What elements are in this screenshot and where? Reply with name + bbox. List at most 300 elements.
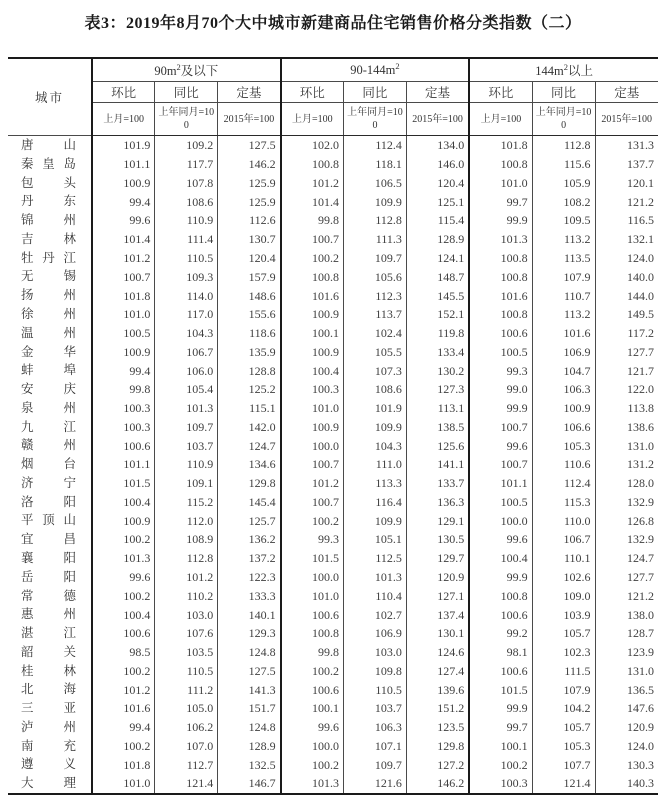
index-value-cell: 111.5	[532, 661, 595, 680]
index-value-cell: 109.7	[155, 417, 218, 436]
city-name: 泸州	[21, 719, 76, 734]
index-value-cell: 99.7	[469, 718, 532, 737]
index-value-cell: 131.2	[627, 457, 654, 472]
city-column-header-label: 城市	[34, 91, 64, 105]
index-value-cell: 106.9	[532, 342, 595, 361]
index-value-cell: 122.0	[627, 382, 654, 397]
city-cell	[8, 136, 92, 155]
index-value-cell: 133.3	[218, 586, 281, 605]
index-value-cell: 101.5	[92, 474, 155, 493]
city-name: 惠州	[21, 607, 76, 622]
index-value-cell: 117.2	[627, 326, 654, 341]
index-value-cell: 105.3	[532, 436, 595, 455]
city-name: 秦皇岛	[21, 156, 76, 171]
index-value-cell: 132.1	[627, 232, 654, 247]
index-value-cell: 129.1	[406, 511, 469, 530]
index-value-cell: 105.7	[532, 624, 595, 643]
index-value-cell: 100.2	[92, 586, 155, 605]
table-row	[8, 661, 658, 680]
index-value-cell: 101.2	[281, 174, 344, 193]
index-value-cell: 113.5	[532, 249, 595, 268]
index-value-cell: 100.7	[281, 493, 344, 512]
index-value-cell: 99.9	[469, 699, 532, 718]
index-value-cell: 113.2	[532, 305, 595, 324]
metric-header-fixed-base: 定基	[406, 82, 469, 103]
group-header-row	[8, 58, 658, 82]
index-value-cell: 110.1	[532, 549, 595, 568]
base-header-same-month-last-year: 上年同月=100	[532, 103, 595, 136]
index-value-cell: 100.7	[469, 417, 532, 436]
index-value-cell: 99.6	[469, 436, 532, 455]
index-value-cell: 104.3	[155, 324, 218, 343]
group-90-below-post: 及以下	[180, 64, 219, 78]
city-cell	[8, 624, 92, 643]
index-value-cell: 100.5	[92, 324, 155, 343]
city-cell	[8, 230, 92, 249]
index-value-cell: 125.7	[218, 511, 281, 530]
index-value-cell: 120.9	[627, 720, 654, 735]
index-value-cell: 117.7	[155, 155, 218, 174]
table-body	[8, 136, 658, 794]
city-cell	[8, 361, 92, 380]
index-value-cell: 124.0	[627, 738, 654, 753]
city-name: 南充	[21, 738, 76, 753]
index-value-cell: 101.6	[92, 699, 155, 718]
index-value-cell: 108.2	[532, 192, 595, 211]
index-value-cell: 100.9	[281, 342, 344, 361]
index-value-cell: 130.2	[406, 361, 469, 380]
index-value-cell: 100.7	[281, 455, 344, 474]
index-value-cell: 107.7	[532, 755, 595, 774]
index-value-cell: 107.9	[532, 267, 595, 286]
index-value-cell: 134.0	[406, 136, 469, 155]
table-row	[8, 755, 658, 774]
index-value-cell: 102.0	[281, 136, 344, 155]
index-value-cell: 100.4	[469, 549, 532, 568]
index-value-cell: 132.9	[627, 532, 654, 547]
price-index-table	[8, 57, 658, 795]
city-name: 安庆	[21, 382, 76, 397]
city-name: 无锡	[21, 269, 76, 284]
index-value-cell: 100.0	[281, 568, 344, 587]
index-value-cell: 108.6	[155, 192, 218, 211]
index-value-cell: 120.4	[218, 249, 281, 268]
index-value-cell: 146.0	[406, 155, 469, 174]
city-name: 唐山	[21, 138, 76, 153]
index-value-cell: 127.5	[218, 661, 281, 680]
index-value-cell: 137.4	[406, 605, 469, 624]
index-value-cell: 106.7	[155, 342, 218, 361]
index-value-cell: 100.8	[469, 155, 532, 174]
index-value-cell: 99.6	[92, 568, 155, 587]
index-value-cell: 99.8	[281, 643, 344, 662]
index-value-cell: 121.2	[627, 588, 654, 603]
table-row	[8, 568, 658, 587]
city-cell	[8, 399, 92, 418]
index-value-cell: 114.0	[155, 286, 218, 305]
index-value-cell: 132.9	[627, 494, 654, 509]
index-value-cell: 101.0	[92, 774, 155, 794]
table-row	[8, 286, 658, 305]
index-value-cell: 109.3	[155, 267, 218, 286]
city-name: 三亚	[21, 701, 76, 716]
index-value-cell: 100.6	[92, 436, 155, 455]
index-value-cell: 112.4	[344, 136, 407, 155]
index-value-cell: 100.1	[281, 324, 344, 343]
metric-header-row	[8, 82, 658, 103]
index-value-cell: 134.6	[218, 455, 281, 474]
base-header-prev-month: 上月=100	[92, 103, 155, 136]
city-name: 湛江	[21, 626, 76, 641]
index-value-cell: 110.6	[532, 455, 595, 474]
group-90-below-sup: 2	[176, 61, 181, 72]
index-value-cell: 101.2	[155, 568, 218, 587]
index-value-cell: 104.7	[532, 361, 595, 380]
city-cell	[8, 174, 92, 193]
index-value-cell: 101.2	[92, 249, 155, 268]
index-value-cell: 121.4	[155, 774, 218, 794]
index-value-cell: 110.0	[532, 511, 595, 530]
index-value-cell: 115.2	[155, 493, 218, 512]
index-value-cell: 128.7	[627, 626, 654, 641]
index-value-cell: 101.3	[92, 549, 155, 568]
index-value-cell: 118.6	[218, 324, 281, 343]
index-value-cell: 100.0	[281, 737, 344, 756]
table-row	[8, 511, 658, 530]
index-value-cell: 136.3	[406, 493, 469, 512]
index-value-cell: 107.1	[344, 737, 407, 756]
table-row	[8, 417, 658, 436]
index-value-cell: 109.8	[344, 661, 407, 680]
city-name: 丹东	[21, 194, 76, 209]
index-value-cell: 100.0	[281, 436, 344, 455]
index-value-cell: 100.6	[281, 680, 344, 699]
base-header-prev-month: 上月=100	[281, 103, 344, 136]
index-value-cell: 122.3	[218, 568, 281, 587]
city-name: 洛阳	[21, 494, 76, 509]
index-value-cell: 101.2	[92, 680, 155, 699]
index-value-cell: 100.4	[92, 493, 155, 512]
index-value-cell: 124.6	[406, 643, 469, 662]
index-value-cell: 129.8	[218, 474, 281, 493]
index-value-cell: 119.8	[406, 324, 469, 343]
index-value-cell: 100.8	[469, 305, 532, 324]
index-value-cell: 100.2	[92, 661, 155, 680]
index-value-cell: 136.2	[218, 530, 281, 549]
index-value-cell: 133.7	[406, 474, 469, 493]
index-value-cell: 110.4	[344, 586, 407, 605]
index-value-cell: 117.0	[155, 305, 218, 324]
table-row	[8, 737, 658, 756]
index-value-cell: 105.7	[532, 718, 595, 737]
city-name: 襄阳	[21, 550, 76, 565]
index-value-cell: 115.1	[218, 399, 281, 418]
group-header-90-and-below	[92, 58, 281, 82]
city-name: 桂林	[21, 663, 76, 678]
index-value-cell: 109.7	[344, 755, 407, 774]
index-value-cell: 102.6	[532, 568, 595, 587]
group-144-above-sup: 2	[563, 61, 568, 72]
table-row	[8, 586, 658, 605]
city-name: 九江	[21, 419, 76, 434]
index-value-cell: 99.9	[469, 568, 532, 587]
index-value-cell: 132.5	[218, 755, 281, 774]
city-cell	[8, 455, 92, 474]
index-value-cell: 100.8	[281, 267, 344, 286]
index-value-cell: 128.0	[627, 476, 654, 491]
city-name: 蚌埠	[21, 363, 76, 378]
table-row	[8, 643, 658, 662]
city-cell	[8, 249, 92, 268]
city-name: 温州	[21, 325, 76, 340]
index-value-cell: 100.9	[92, 174, 155, 193]
index-value-cell: 112.8	[155, 549, 218, 568]
metric-header-yoy: 同比	[155, 82, 218, 103]
index-value-cell: 100.1	[281, 699, 344, 718]
index-value-cell: 138.5	[406, 417, 469, 436]
table-row	[8, 230, 658, 249]
index-value-cell: 124.8	[218, 718, 281, 737]
index-value-cell: 100.1	[469, 737, 532, 756]
index-value-cell: 100.7	[469, 455, 532, 474]
index-value-cell: 124.7	[627, 551, 654, 566]
index-value-cell: 101.3	[344, 568, 407, 587]
index-value-cell: 100.9	[281, 305, 344, 324]
index-value-cell: 111.4	[155, 230, 218, 249]
table-row	[8, 324, 658, 343]
index-value-cell: 120.9	[406, 568, 469, 587]
metric-header-mom: 环比	[469, 82, 532, 103]
index-value-cell: 139.6	[406, 680, 469, 699]
city-cell	[8, 380, 92, 399]
index-value-cell: 125.9	[218, 174, 281, 193]
index-value-cell: 101.6	[469, 286, 532, 305]
index-value-cell: 144.0	[627, 288, 654, 303]
index-value-cell: 101.0	[281, 586, 344, 605]
index-value-cell: 100.2	[281, 661, 344, 680]
table-row	[8, 342, 658, 361]
index-value-cell: 113.1	[406, 399, 469, 418]
base-header-prev-month: 上月=100	[469, 103, 532, 136]
index-value-cell: 112.3	[344, 286, 407, 305]
index-value-cell: 129.3	[218, 624, 281, 643]
table-row	[8, 155, 658, 174]
index-value-cell: 127.5	[218, 136, 281, 155]
index-value-cell: 99.0	[469, 380, 532, 399]
index-value-cell: 124.7	[218, 436, 281, 455]
table-row	[8, 361, 658, 380]
index-value-cell: 127.7	[627, 569, 654, 584]
index-value-cell: 120.1	[627, 175, 654, 190]
index-value-cell: 100.3	[92, 417, 155, 436]
index-value-cell: 121.2	[627, 194, 654, 209]
index-value-cell: 99.9	[469, 399, 532, 418]
index-value-cell: 101.0	[469, 174, 532, 193]
index-value-cell: 100.8	[469, 267, 532, 286]
city-cell	[8, 568, 92, 587]
index-value-cell: 109.1	[155, 474, 218, 493]
index-value-cell: 100.6	[469, 324, 532, 343]
index-value-cell: 125.1	[406, 192, 469, 211]
index-value-cell: 112.5	[344, 549, 407, 568]
page-title: 表3：2019年8月70个大中城市新建商品住宅销售价格分类指数（二）	[84, 15, 582, 32]
city-cell	[8, 493, 92, 512]
index-value-cell: 101.9	[344, 399, 407, 418]
index-value-cell: 120.4	[406, 174, 469, 193]
index-value-cell: 99.6	[92, 211, 155, 230]
city-name: 牡丹江	[21, 250, 76, 265]
index-value-cell: 110.9	[155, 211, 218, 230]
index-value-cell: 105.0	[155, 699, 218, 718]
index-value-cell: 142.0	[218, 417, 281, 436]
index-value-cell: 157.9	[218, 267, 281, 286]
index-value-cell: 128.9	[218, 737, 281, 756]
city-cell	[8, 192, 92, 211]
index-value-cell: 130.7	[218, 230, 281, 249]
index-value-cell: 123.5	[406, 718, 469, 737]
index-value-cell: 100.6	[92, 624, 155, 643]
city-cell	[8, 774, 92, 794]
index-value-cell: 135.9	[218, 342, 281, 361]
index-value-cell: 103.9	[532, 605, 595, 624]
index-value-cell: 106.5	[344, 174, 407, 193]
table-row	[8, 530, 658, 549]
table-row	[8, 624, 658, 643]
index-value-cell: 136.5	[627, 682, 654, 697]
index-value-cell: 127.7	[627, 344, 654, 359]
table-row	[8, 774, 658, 794]
group-90-144-pre: 90-144m	[350, 62, 396, 77]
index-value-cell: 105.5	[344, 342, 407, 361]
index-value-cell: 152.1	[406, 305, 469, 324]
index-value-cell: 106.2	[155, 718, 218, 737]
index-value-cell: 127.4	[406, 661, 469, 680]
index-value-cell: 105.6	[344, 267, 407, 286]
index-value-cell: 141.1	[406, 455, 469, 474]
metric-header-fixed-base: 定基	[595, 82, 658, 103]
index-value-cell: 101.5	[469, 680, 532, 699]
city-cell	[8, 755, 92, 774]
index-value-cell: 112.6	[218, 211, 281, 230]
table-row	[8, 605, 658, 624]
index-value-cell: 109.9	[344, 192, 407, 211]
table-row	[8, 549, 658, 568]
index-value-cell: 148.6	[218, 286, 281, 305]
index-value-cell: 101.1	[92, 155, 155, 174]
base-header-2015: 2015年=100	[406, 103, 469, 136]
metric-header-fixed-base: 定基	[218, 82, 281, 103]
index-value-cell: 100.9	[92, 342, 155, 361]
group-144-above-pre: 144m	[535, 64, 564, 78]
table-row	[8, 267, 658, 286]
index-value-cell: 105.9	[532, 174, 595, 193]
index-value-cell: 125.6	[406, 436, 469, 455]
base-header-same-month-last-year: 上年同月=100	[344, 103, 407, 136]
city-cell	[8, 643, 92, 662]
index-value-cell: 109.5	[532, 211, 595, 230]
table-row	[8, 136, 658, 155]
index-value-cell: 101.0	[92, 305, 155, 324]
city-name: 大理	[21, 776, 76, 791]
table-row	[8, 436, 658, 455]
index-value-cell: 102.3	[532, 643, 595, 662]
table-row	[8, 174, 658, 193]
city-cell	[8, 718, 92, 737]
index-value-cell: 111.2	[155, 680, 218, 699]
index-value-cell: 127.3	[406, 380, 469, 399]
index-value-cell: 101.3	[469, 230, 532, 249]
index-value-cell: 146.7	[218, 774, 281, 794]
index-value-cell: 106.0	[155, 361, 218, 380]
index-value-cell: 112.0	[155, 511, 218, 530]
city-name: 岳阳	[21, 569, 76, 584]
table-row	[8, 699, 658, 718]
group-90-144-sup: 2	[395, 60, 400, 71]
index-value-cell: 112.8	[532, 136, 595, 155]
index-value-cell: 101.8	[92, 286, 155, 305]
index-value-cell: 101.6	[281, 286, 344, 305]
index-value-cell: 100.6	[469, 661, 532, 680]
index-value-cell: 106.6	[532, 417, 595, 436]
index-value-cell: 108.6	[344, 380, 407, 399]
base-header-row	[8, 103, 658, 136]
city-cell	[8, 155, 92, 174]
index-value-cell: 147.6	[627, 701, 654, 716]
index-value-cell: 100.2	[281, 249, 344, 268]
index-value-cell: 123.9	[627, 645, 654, 660]
index-value-cell: 129.8	[406, 737, 469, 756]
index-value-cell: 99.8	[281, 211, 344, 230]
index-value-cell: 131.0	[627, 438, 654, 453]
index-value-cell: 124.0	[627, 250, 654, 265]
table-header	[8, 58, 658, 136]
index-value-cell: 106.7	[532, 530, 595, 549]
index-value-cell: 131.3	[627, 138, 654, 153]
index-value-cell: 107.9	[532, 680, 595, 699]
city-cell	[8, 286, 92, 305]
index-value-cell: 146.2	[218, 155, 281, 174]
metric-header-yoy: 同比	[344, 82, 407, 103]
table-row	[8, 718, 658, 737]
table-row	[8, 493, 658, 512]
index-value-cell: 137.7	[627, 157, 654, 172]
index-value-cell: 116.4	[344, 493, 407, 512]
city-cell	[8, 680, 92, 699]
index-value-cell: 100.7	[281, 230, 344, 249]
index-value-cell: 125.9	[218, 192, 281, 211]
index-value-cell: 146.2	[406, 774, 469, 794]
index-value-cell: 99.3	[281, 530, 344, 549]
city-cell	[8, 549, 92, 568]
index-value-cell: 100.2	[92, 530, 155, 549]
index-value-cell: 131.0	[627, 663, 654, 678]
index-value-cell: 151.7	[218, 699, 281, 718]
city-cell	[8, 211, 92, 230]
index-value-cell: 109.7	[344, 249, 407, 268]
index-value-cell: 100.4	[92, 605, 155, 624]
index-value-cell: 110.5	[155, 249, 218, 268]
index-value-cell: 127.1	[406, 586, 469, 605]
city-cell	[8, 267, 92, 286]
index-value-cell: 109.9	[344, 417, 407, 436]
index-value-cell: 127.2	[406, 755, 469, 774]
group-header-90-144	[281, 58, 470, 82]
metric-header-mom: 环比	[92, 82, 155, 103]
index-value-cell: 113.8	[627, 401, 654, 416]
index-value-cell: 100.6	[281, 605, 344, 624]
index-value-cell: 107.0	[155, 737, 218, 756]
city-name: 烟台	[21, 457, 76, 472]
